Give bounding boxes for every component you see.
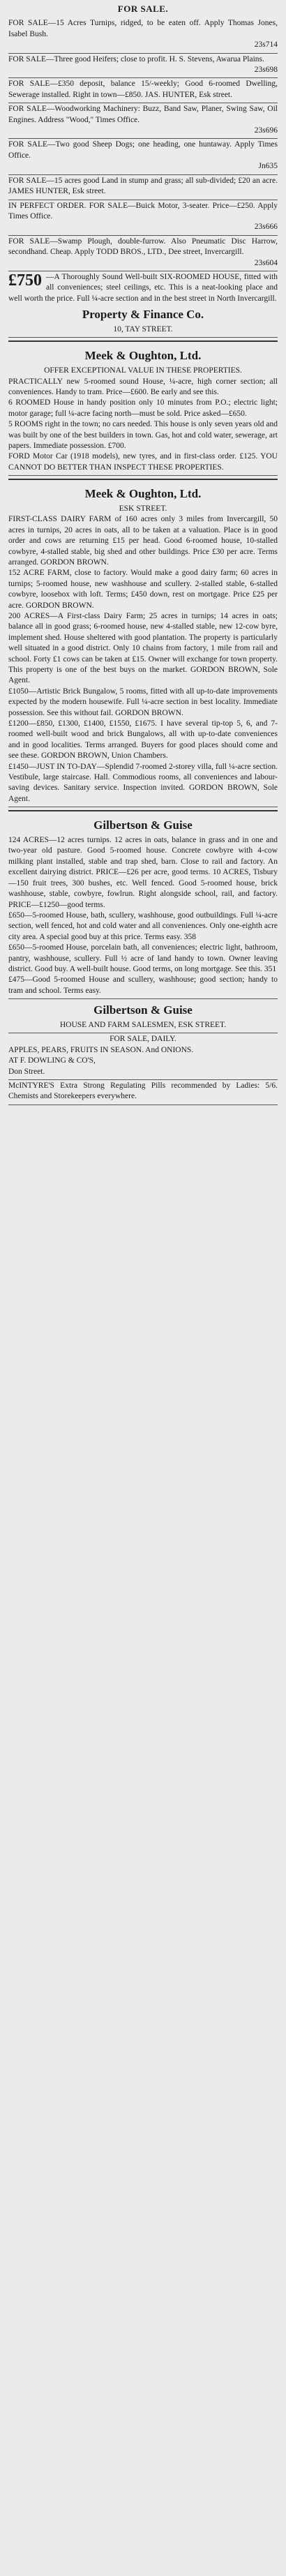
ad-text: FOR SALE—Three good Heifers; close to profit. H. S. Stevens, Awarua Plains. [8,54,264,63]
ad-text: FOR SALE—15 Acres Turnips, ridged, to be eaten off. Apply Thomas Jones, Isabel Bush. [8,19,278,38]
listing: 200 ACRES—A First-class Dairy Farm; 25 acres in turnips; 14 acres in oats; balance all in good grass; 6-roomed house, new 4-stalled stable, new 12-cow byre, implement shed. House sheltered with good plantation. The property is particularly well situated in a good district. Only 10 chains from factory, 1 mile from rail and school. Forty £1 cows can be taken at £15. Owner will exchange for town property. This property is one of the best buys on the market. GORDON BROWN, Sole Agent. [8,611,278,685]
ad-text: FOR SALE—Swamp Plough, double-furrow. Also Pneumatic Disc Harrow, secondhand. Cheap. Apply TODD BROS., LTD., Dee street, Invercargill. [8,237,278,257]
listing: 5 ROOMS right in the town; no cars needed. This house is only seven years old and was built by one of the best builders in town. Gas, hot and cold water, sewerage, art papers. Immediate possession. £700. [8,420,278,450]
ad-text: —A Thoroughly Sound Well-built SIX-ROOMED HOUSE, fitted with all conveniences; steel ceilings, etc. This is a neat-looking place and well worth the price. Full ¼-acre section and in the best street in North Invercargill. [8,272,278,303]
divider [8,479,278,480]
ad-text: FOR SALE—15 acres good Land in stump and grass; all sub-divided; £20 an acre. JAMES HUNTER, Esk street. [8,176,278,196]
ad-turnips [8,17,278,53]
listing: FORD Motor Car (1918 models), new tyres, and in first-class order. £125. YOU CANNOT DO BETTER THAN INSPECT THESE PROPERTIES. [8,452,278,472]
ad-swamp-plough [8,236,278,271]
ad-dwelling [8,78,278,103]
listing: 152 ACRE FARM, close to factory. Would make a good dairy farm; 60 acres in turnips; 5-roomed house, new washhouse and scullery. 2-stalled stable, 6-stalled cowbyre, loosebox with loft. Terms; £450 down, rest on mortgage. Price £25 per acre. GORDON BROWN. [8,569,278,610]
agent-name: Gilbertson & Guise [93,1003,193,1017]
ad-buick-motor [8,200,278,236]
ad-land [8,175,278,200]
ad-text: FOR SALE—£350 deposit, balance 15/-weekly; Good 6-roomed Dwelling, Sewerage installed. Right in town—£850. JAS. HUNTER, Esk street. [8,80,278,99]
pills-ad [8,1080,278,1105]
listing: £1450—JUST IN TO-DAY—Splendid 7-roomed 2-storey villa, full ¼-acre section. Vestibule, large staircase. Hall. Commodious rooms, all conveniences and labour-saving devices. Sanitary service. Inspection invited. GORDON BROWN, Sole Agent. [8,762,278,803]
ad-text: APPLES, PEARS, FRUITS IN SEASON. And ONIONS. [8,1045,194,1054]
vendor-name: AT F. DOWLING & CO'S, [8,1056,96,1065]
agent-subtitle: ESK STREET. [119,504,167,513]
daily-fruit-ad [8,1033,278,1080]
ad-heading: FOR SALE, DAILY. [110,1035,176,1044]
agent-name: Meek & Oughton, Ltd. [84,349,202,363]
ad-heifers [8,54,278,79]
ad-property-finance [8,271,278,338]
agent-subtitle: OFFER EXCEPTIONAL VALUE IN THESE PROPERTIES. [44,366,242,375]
ad-ref: Jn635 [258,162,278,171]
ad-ref: 23s666 [254,223,278,232]
listing: 6 ROOMED House in handy position only 10 minutes from P.O.; electric light; motor garage; full ¼-acre facing north—must be sold. Price asked—£650. [8,398,278,418]
ad-sheep-dogs [8,139,278,174]
ad-text: IN PERFECT ORDER. FOR SALE—Buick Motor, 3-seater. Price—£250. Apply Times Office. [8,201,278,220]
divider [8,340,278,342]
gilbertson-guise-ad-2 [8,999,278,1033]
ad-ref: 23s604 [254,258,278,267]
company-name: Property & Finance Co. [82,308,204,322]
newspaper-classifieds [0,0,286,1111]
divider [8,810,278,811]
gilbertson-guise-ad-1 [8,814,278,999]
listing: 124 ACRES—12 acres turnips. 12 acres in oats, balance in grass and in one and two-year old pasture. Good 5-roomed house. Concrete cowbyre with 4-cow milking plant installed, stable and trap shed, barn. Close to rail and factory. An excellent dairying district. PRICE—£26 per acre, good terms. 10 ACRES, Tisbury—150 fruit trees, 300 bushes, etc. Well fenced. Good 5-roomed house, brick washhouse, stable, cowbyre, fowlrun. Right alongside school, rail, and factory. PRICE—£1250—good terms. [8,836,278,909]
price: £750 [8,271,42,290]
listing: £1050—Artistic Brick Bungalow, 5 rooms, fitted with all up-to-date improvements expected by the modern housewife. Full ¼-acre section in best locality. Immediate possession. See this without fail. GORDON BROWN. [8,687,278,717]
listing: PRACTICALLY new 5-roomed sound House, ¼-acre, high corner section; all conveniences. Handy to tram. Price—£600. Be early and see this. [8,377,278,396]
agent-name: Meek & Oughton, Ltd. [84,487,202,501]
listing: £650—5-roomed House, bath, scullery, washhouse, good outbuildings. Full ¼-acre section, well fenced, hot and cold water and all conveniences. Only one-eighth acre city area. A special good buy at this price. Terms easy. 358 [8,911,278,941]
section-header: FOR SALE. [117,3,169,14]
agent-subtitle: HOUSE AND FARM SALESMEN, ESK STREET. [59,1020,227,1029]
company-address: 10, TAY STREET. [113,324,173,334]
listing: £475—Good 5-roomed House and scullery, washhouse; good section; handy to tram and school. Terms easy. [8,975,278,995]
meek-oughton-ad-2 [8,483,278,807]
ad-ref: 23s698 [254,66,278,75]
ad-text: FOR SALE—Woodworking Machinery: Buzz, Band Saw, Planer, Swing Saw, Oil Engines. Address "Wood," Times Office. [8,105,278,124]
ad-woodworking [8,103,278,139]
ad-text: FOR SALE—Two good Sheep Dogs; one heading, one huntaway. Apply Times Office. [8,140,278,160]
vendor-street: Don Street. [8,1067,45,1076]
meek-oughton-ad-1 [8,345,278,476]
listing: £650—5-roomed House, porcelain bath, all conveniences; electric light, bathroom, pantry, washhouse, scullery. Full ½ acre of land handy to town. Owner leaving district. Good buy. A well-built house. Good terms, on long mortgage. See this. 351 [8,943,278,973]
agent-name: Gilbertson & Guise [93,818,193,832]
listing: FIRST-CLASS DAIRY FARM of 160 acres only 3 miles from Invercargill, 50 acres in turnips, 20 acres in oats, all to be taken at a valuation. Place is in good order and cows are returning £15 per head. Good 6-roomed house, 10-stalled cowbyre, 4-stalled stable, big shed and other buildings. Price £30 per acre. Terms arranged. GORDON BROWN. [8,515,278,567]
ad-ref: 23s714 [254,40,278,50]
ad-text: McINTYRE'S Extra Strong Regulating Pills recommended by Ladies: 5/6. Chemists and Storekeepers everywhere. [8,1081,278,1101]
ad-ref: 23s696 [254,126,278,135]
listing: £1200—£850, £1300, £1400, £1550, £1675. I have several tip-top 5, 6, and 7-roomed well-built wood and brick Bungalows, all with up-to-date conveniences and in good localities. Terms arranged. Buyers for good places should come and see these. GORDON BROWN, Union Chambers. [8,719,278,761]
